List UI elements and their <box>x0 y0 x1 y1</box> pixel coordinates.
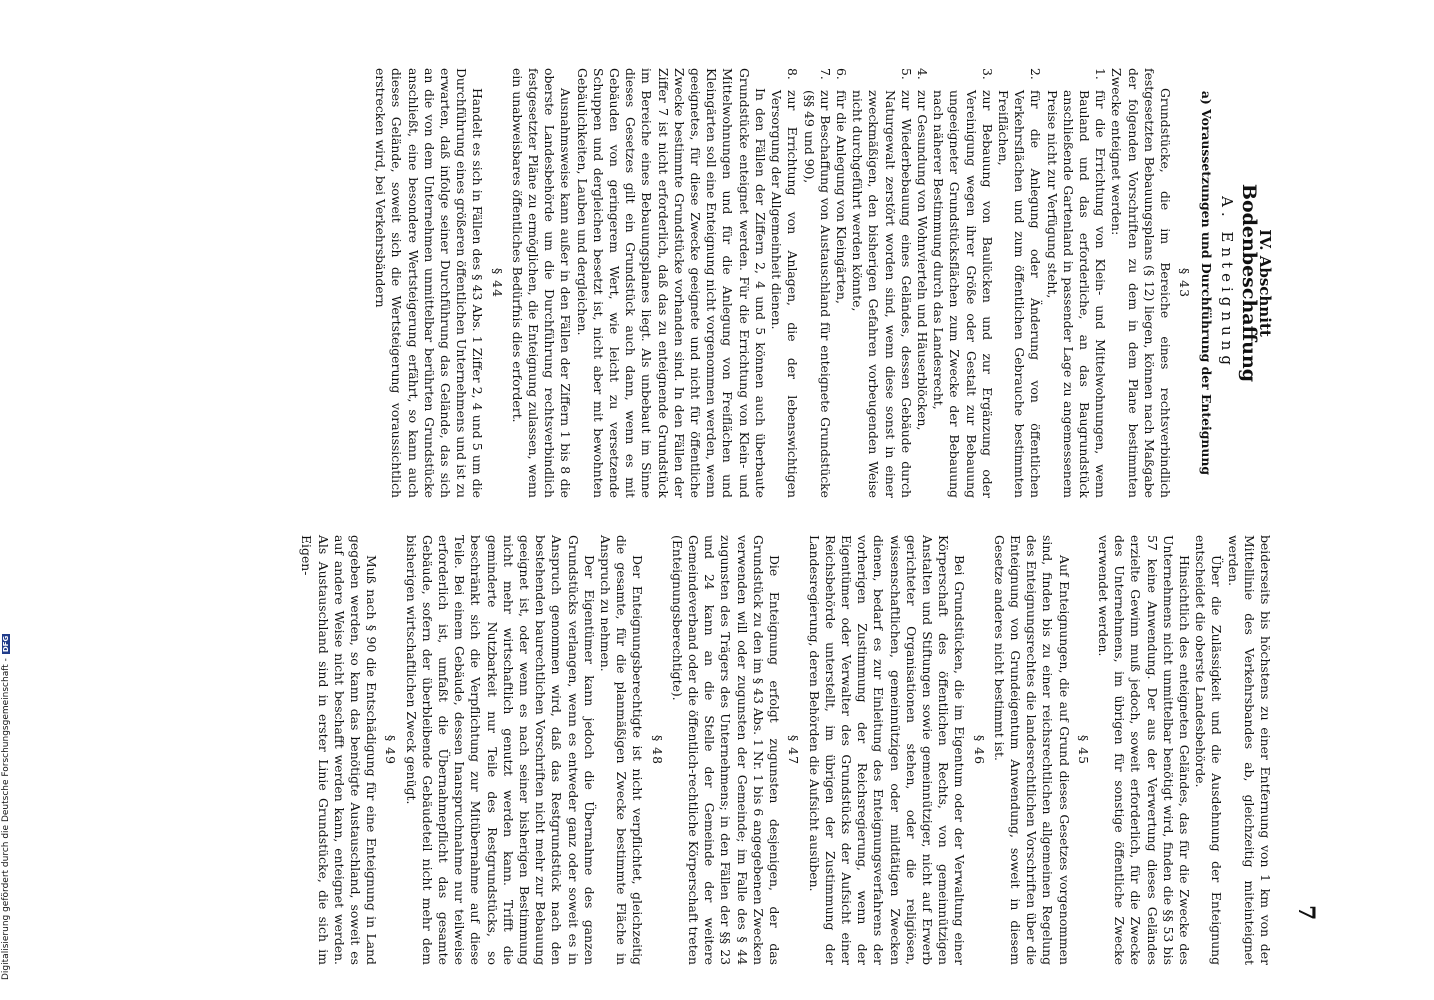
paragraph-43-text-3: Ausnahmsweise kann außer in den Fällen der Ziffern 1 bis 8 die oberste Landesbehörde um die Durchführung rechtsverbindlich festgesetzter Pläne zu ermöglichen, die Enteignung zulassen, wenn ein unabweisbares öffentliches Bedürfnis dies erfordert. <box>509 68 574 498</box>
footer-credit: Digitalisierung gefördert durch die Deutsche Forschungsgemeinschaft - <box>1 658 11 980</box>
paragraph-48-text-2: Der Eigentümer kann jedoch die Übernahme des ganzen Grundstücks verlangen, wenn es entweder ganz oder soweit es in Anspruch genommen wird, daß das Restgrundstück nach den bestehenden baurechtlichen Vorschriften nicht mehr zur Bebauung geeignet ist, oder wenn es nach seiner bisherigen Bestimmung nicht mehr wirtschaftlich genutzt werden kann. Trifft die geminderte Nutzbarkeit nur Teile des Restgrundstücks, so beschränkt sich die Verpflichtung zur Mitübernahme auf diese Teile. Bei einem Gebäude, dessen Inanspruchnahme nur teilweise erforderlich ist, umfaßt die Übernahmepflicht das gesamte Gebäude, sofern der überbleibende Gebäudeteil nicht mehr dem bisherigen wirtschaftlichen Zweck genügt. <box>403 535 597 965</box>
item-text: für die Errichtung von Klein- und Mittelwohnungen, wenn Bauland und das erforderliche, an das Baugrundstück anschließende Gartenland in passender Lage zu angemessenem Preise nicht zur Verfügung steht, <box>1044 90 1109 498</box>
paragraph-44-text-2: Über die Zulässigkeit und die Ausdehnung der Enteignung entscheidet die oberste Landesbehörde. <box>1193 535 1225 965</box>
paragraph-43-heading: § 43 <box>1177 268 1193 298</box>
paragraph-43-item <box>914 68 930 498</box>
paragraph-44-continuation: beiderseits bis höchstens zu einer Entfernung von 1 km von der Mittellinie des Verkehrsbandes ab, gleichzeitig miteinteignet werden. <box>1225 535 1273 965</box>
paragraph-49-heading: § 49 <box>383 735 399 765</box>
paragraph-48-heading: § 48 <box>649 735 665 765</box>
paragraph-46-text: Bei Grundstücken, die im Eigentum oder der Verwaltung einer Körperschaft des öffentlichen Rechts, von gemeinnützigen Anstalten und Stiftungen sowie gemeinnütziger, nicht auf Erwerb gerichteter Organisationen stehen, oder die religiösen, wissenschaftlichen, gemeinnützigen oder mildtätigen Zwecken dienen, bedarf es zur Einleitung des Enteignungsverfahrens der vorherigen Zustimmung der Reichsregierung, wenn der Eigentümer oder Verwalter des Grundstücks der Aufsicht einer Reichsbehörde unterstellt, im übrigen der Zustimmung der Landesregierung, deren Behörden die Aufsicht ausüben. <box>806 535 968 965</box>
footer-text-wrapper <box>1 0 11 980</box>
paragraph-45-text: Auf Enteignungen, die auf Grund dieses Gesetzes vorgenommen sind, finden bis zu einer reichsrechtlichen allgemeinen Regelung des Enteignungsrechtes die landesrechtlichen Vorschriften über die Enteignung von Grundeigentum Anwendung, soweit in diesem Gesetze anderes nicht bestimmt ist. <box>991 535 1072 965</box>
paragraph-43-item <box>1043 68 1108 498</box>
digitization-footer <box>0 0 14 1000</box>
paragraph-43-intro: Grundstücke, die im Bereiche eines rechtsverbindlich festgesetzten Bebauungsplans (§ 12) liegen, können nach Maßgabe der folgenden Vorschriften zu dem in dem Plane bestimmten Zwecke enteignet werden: <box>1109 68 1173 498</box>
item-text: für die Anlegung von Kleingärten, <box>833 90 849 304</box>
chapter-heading: IV. Abschnitt <box>1256 229 1274 337</box>
item-number: 2. <box>1028 68 1044 80</box>
paragraph-43-item <box>833 68 849 498</box>
paragraph-44-text: Handelt es sich in Fällen des § 43 Abs. 1 Ziffer 2, 4 und 5 um die Durchführung eines größeren öffentlichen Unternehmens und ist zu erwarten, daß infolge seiner Durchführung das Gelände, das sich an die von dem Unternehmen unmittelbar berührten Grundstücke anschließt, eine besondere Wertsteigerung erfährt, so kann auch dieses Gelände, soweit sich die Wertsteigerung voraussichtlich erstrecken wird, bei Verkehrsbändern <box>373 68 486 498</box>
paragraph-47-heading: § 47 <box>786 735 802 765</box>
chapter-title: Bodenbeschaffung <box>1237 183 1260 383</box>
paragraph-45-heading: § 45 <box>1075 735 1091 765</box>
paragraph-47-text: Die Enteignung erfolgt zugunsten desjenigen, der das Grundstück zu den im § 43 Abs. 1 Nr. 1 bis 6 angegebenen Zwecken verwenden will oder zugunsten der Gemeinde; im Falle des § 44 zugunsten des Trägers des Unternehmens; in den Fällen der §§ 23 und 24 kann an die Stelle der Gemeinde der weitere Gemeindeverband oder die öffentlich-rechtliche Körperschaft treten (Enteignungsberechtigte). <box>669 535 783 965</box>
paragraph-43-list <box>768 68 1108 498</box>
item-text: zur Gesundung von Wohnvierteln und Häuserblöcken, <box>914 90 930 431</box>
section-a-heading: A. Enteignung <box>1217 196 1236 370</box>
right-column <box>298 535 1273 965</box>
paragraph-48-text-1: Der Enteignungsberechtigte ist nicht verpflichtet, gleichzeitig die gesamte, für die planmäßigen Zwecke bestimmte Fläche in Anspruch zu nehmen. <box>598 535 646 965</box>
item-number: 5. <box>898 68 914 80</box>
page-number: 7 <box>1293 905 1319 921</box>
paragraph-49-text: Muß nach § 90 die Entschädigung für eine Enteignung in Land gegeben werden, so kann das benötigte Austauschland, soweit es auf andere Weise nicht beschafft werden kann, enteignet werden. Als Austauschland sind in erster Linie Grundstücke, die sich im Eigen- <box>299 535 380 965</box>
item-text: zur Wiederbebauung eines Geländes, dessen Gebäude durch Naturgewalt zerstört worden sind, wenn diese sonst in einer zweckmäßigen, den bisherigen Gefahren vorbeugenden Weise nicht durchgeführt werden könnte, <box>850 90 914 498</box>
item-number: 4. <box>914 68 930 80</box>
item-number: 1. <box>1093 68 1109 80</box>
item-number: 6. <box>833 68 849 80</box>
left-column <box>372 68 1273 498</box>
item-text: zur Errichtung von Anlagen, die der lebenswichtigen Versorgung der Allgemeinheit dienen. <box>769 90 801 498</box>
section-a-caption: a) Voraussetzungen und Durchführung der Enteignung <box>1199 90 1215 476</box>
paragraph-46-heading: § 46 <box>971 735 987 765</box>
item-number: 3. <box>979 68 995 80</box>
paragraph-43-text-2: In den Fällen der Ziffern 2, 4 und 5 können auch überbaute Grundstücke enteignet werden. Für die Errichtung von Klein- und Mittelwohnungen und für die Anlegung von Freiflächen und Kleingärten soll eine Enteignung nicht vorgenommen werden, wenn geeignetes, für diese Zwecke geeignete und nicht für öffentliche Zwecke bestimmte Grundstücke vorhanden sind. In den Fällen der Ziffer 7 ist nicht erforderlich, daß das zu enteignende Grundstück im Bereiche eines Bebauungsplanes liegt. Als unbebaut im Sinne dieses Gesetzes gilt ein Grundstück auch dann, wenn es mit Gebäuden von geringerem Wert, wie leicht zu versetzende Schuppen und dergleichen besetzt ist, nicht aber mit bewohnten Gebäulichkeiten, Lauben und dergleichen. <box>574 68 768 498</box>
paragraph-44-text-3: Hinsichtlich des enteigneten Geländes, das für die Zwecke des Unternehmens nicht unmittelbar benötigt wird, finden die §§ 53 bis 57 keine Anwendung. Der aus der Verwertung dieses Geländes erzielte Gewinn muß jedoch, soweit erforderlich, für die Zwecke des Unternehmens, im übrigen für sonstige öffentliche Zwecke verwendet werden. <box>1095 535 1192 965</box>
paragraph-43-item <box>800 68 832 498</box>
item-text: für die Anlegung oder Änderung von öffentlichen Verkehrsflächen und zum öffentlichen Gebrauche bestimmten Freiflächen, <box>995 90 1044 498</box>
dfg-logo: DFG <box>2 635 10 653</box>
paragraph-43-item <box>768 68 800 498</box>
item-number: 7. <box>817 68 833 80</box>
paragraph-43-item <box>995 68 1044 498</box>
item-text: zur Bebauung von Baulücken und zur Ergänzung oder Vereinigung wegen ihrer Größe oder Gestalt zur Bebauung ungeeigneter Grundstücksflächen zum Zwecke der Bebauung nach näherer Bestimmung durch das Landesrecht, <box>931 90 995 498</box>
item-text: zur Beschaffung von Austauschland für enteignete Grundstücke (§§ 49 und 90), <box>801 90 833 498</box>
item-number: 8. <box>785 68 801 80</box>
paragraph-44-heading: § 44 <box>489 268 505 298</box>
paragraph-43-item <box>930 68 995 498</box>
paragraph-43-item <box>849 68 914 498</box>
